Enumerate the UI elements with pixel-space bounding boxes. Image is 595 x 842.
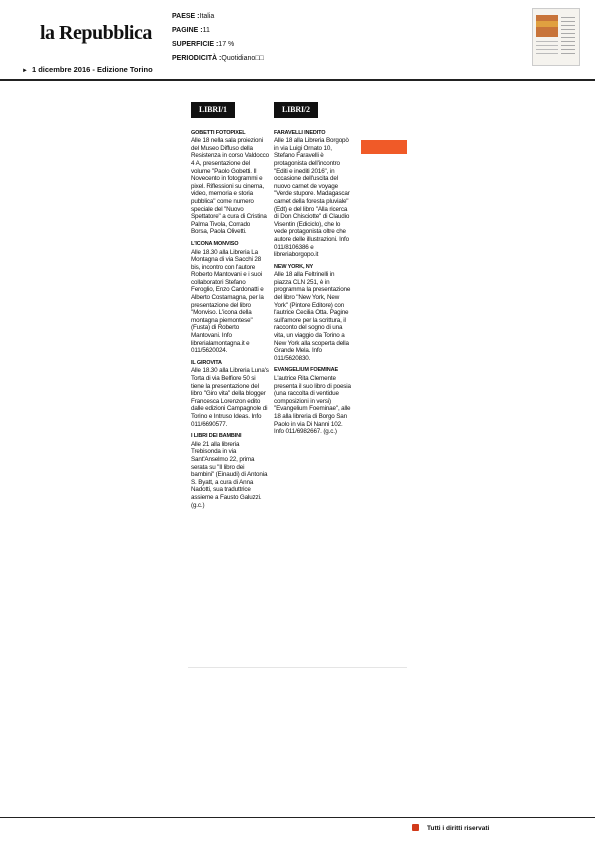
article: [274, 367, 352, 435]
article: [191, 241, 269, 355]
article-text: Alle 18.30 alla Libreria Luna's Torta di via Belfiore 50 si tiene la presentazione del libro "Giro vita" della blogger Francesca Lorenzon edito dalle edizioni Campagnole di Torino e Intruso Ideas. Info 011/6690577.: [191, 367, 269, 428]
column-libri-2: [274, 102, 352, 436]
meta-periodicita: PERIODICITÀ :Quotidiano□□: [172, 55, 264, 62]
page-thumbnail[interactable]: [532, 8, 580, 66]
column-header: LIBRI/2: [274, 102, 318, 118]
article: [274, 264, 352, 363]
article-title: NEW YORK, NY: [274, 263, 314, 270]
column-header: LIBRI/1: [191, 102, 235, 118]
meta-superficie: SUPERFICIE :17 %: [172, 41, 235, 48]
newspaper-logo: la Repubblica: [40, 22, 152, 44]
article-end-line: [188, 667, 407, 668]
header-divider: [0, 79, 595, 81]
meta-paese: PAESE :Italia: [172, 13, 215, 20]
article-title: IL GIROVITA: [191, 359, 222, 366]
thumbnail-photo-band: [536, 21, 558, 27]
article-title: L'ICONA MONVISO: [191, 240, 239, 247]
article: [274, 130, 352, 259]
publisher-mark-icon: [412, 824, 419, 831]
highlight-marker: [361, 140, 407, 154]
article: [191, 360, 269, 428]
edition-line: ► 1 dicembre 2016 - Edizione Torino: [22, 65, 153, 74]
publication-meta: [172, 10, 264, 66]
copyright-notice: Tutti i diritti riservati: [412, 824, 489, 832]
article-text: Alle 18 alla Libreria Borgopò in via Luigi Ornato 10, Stefano Faravelli è protagonista dell'incontro "Editi e inediti 2016", in occasione dell'uscita del nuovo carnet de voyage "Verde stupore. Madagascar carnet della foresta pluviale" (Edt) e del libro "Alla ricerca di Don Chisciotte" di Claudio Visentin (Ediciclo), che lo vede protagonista oltre che autore delle illustrazioni. Info 011/8106386 e libreriaborgopo.it: [274, 137, 350, 259]
article-title: EVANGELIUM FOEMINAE: [274, 367, 338, 374]
column-libri-1: [191, 102, 269, 509]
article-text: L'autrice Rita Clemente presenta il suo libro di poesia (una raccolta di ventidue composizioni in versi) "Evangelium Foeminae", alle 18 alla libreria di Borgo San Paolo in via Di Nanni 102. Info 011/6982667. (g.c.): [274, 375, 351, 436]
article-title: GOBETTI FOTOPIXEL: [191, 129, 246, 136]
article-text: Alle 18 alla Feltrinelli in piazza CLN 251, è in programma la presentazione del libro "New York, New York" (Pintore Editore) con l'autrice Cecilia Otta. Pagine sull'amore per la scrittura, il racconto del sogno di una vita, un viaggio da Torino a New York alla scoperta della Grande Mela. Info 011/5620830.: [274, 271, 351, 362]
article-title: FARAVELLI INEDITO: [274, 129, 326, 136]
article: [191, 130, 269, 236]
article: [191, 433, 269, 509]
article-text: Alle 18 nella sala proiezioni del Museo Diffuso della Resistenza in corso Valdocco 4 A, presentazione del volume "Paolo Gobetti. Il Novecento in fotogrammi e pixel. Riflessioni su cinema, video, memoria e storia pubblica" come numero speciale del "Nuovo Spettatore" a cura di Cristina Palma Tivola, Corrado Borsa, Paola Olivetti.: [191, 137, 269, 236]
article-title: I LIBRI DEI BAMBINI: [191, 433, 242, 440]
article-text: Alle 21 alla libreria Trebisonda in via Sant'Anselmo 22, prima serata su "Il libro dei bambini" (Einaudi) di Antonia S. Byatt, a cura di Anna Nadotti, sua traduttrice assieme a Fausto Galuzzi. (g.c.): [191, 440, 268, 509]
arrow-right-icon: ►: [22, 68, 28, 74]
footer-divider: [0, 817, 595, 818]
article-text: Alle 18.30 alla Libreria La Montagna di via Sacchi 28 bis, incontro con l'autore Roberto Mantovani e i suoi collaboratori Stefano Feroglio, Enzo Cardonatti e Alberto Costamagna, per la presentazione del libro "Monviso. L'icona della montagna piemontese" (Fusta) di Roberto Mantovani. Info librerialamontagna.it e 011/5620024.: [191, 248, 264, 355]
meta-pagine: PAGINE :11: [172, 27, 210, 34]
